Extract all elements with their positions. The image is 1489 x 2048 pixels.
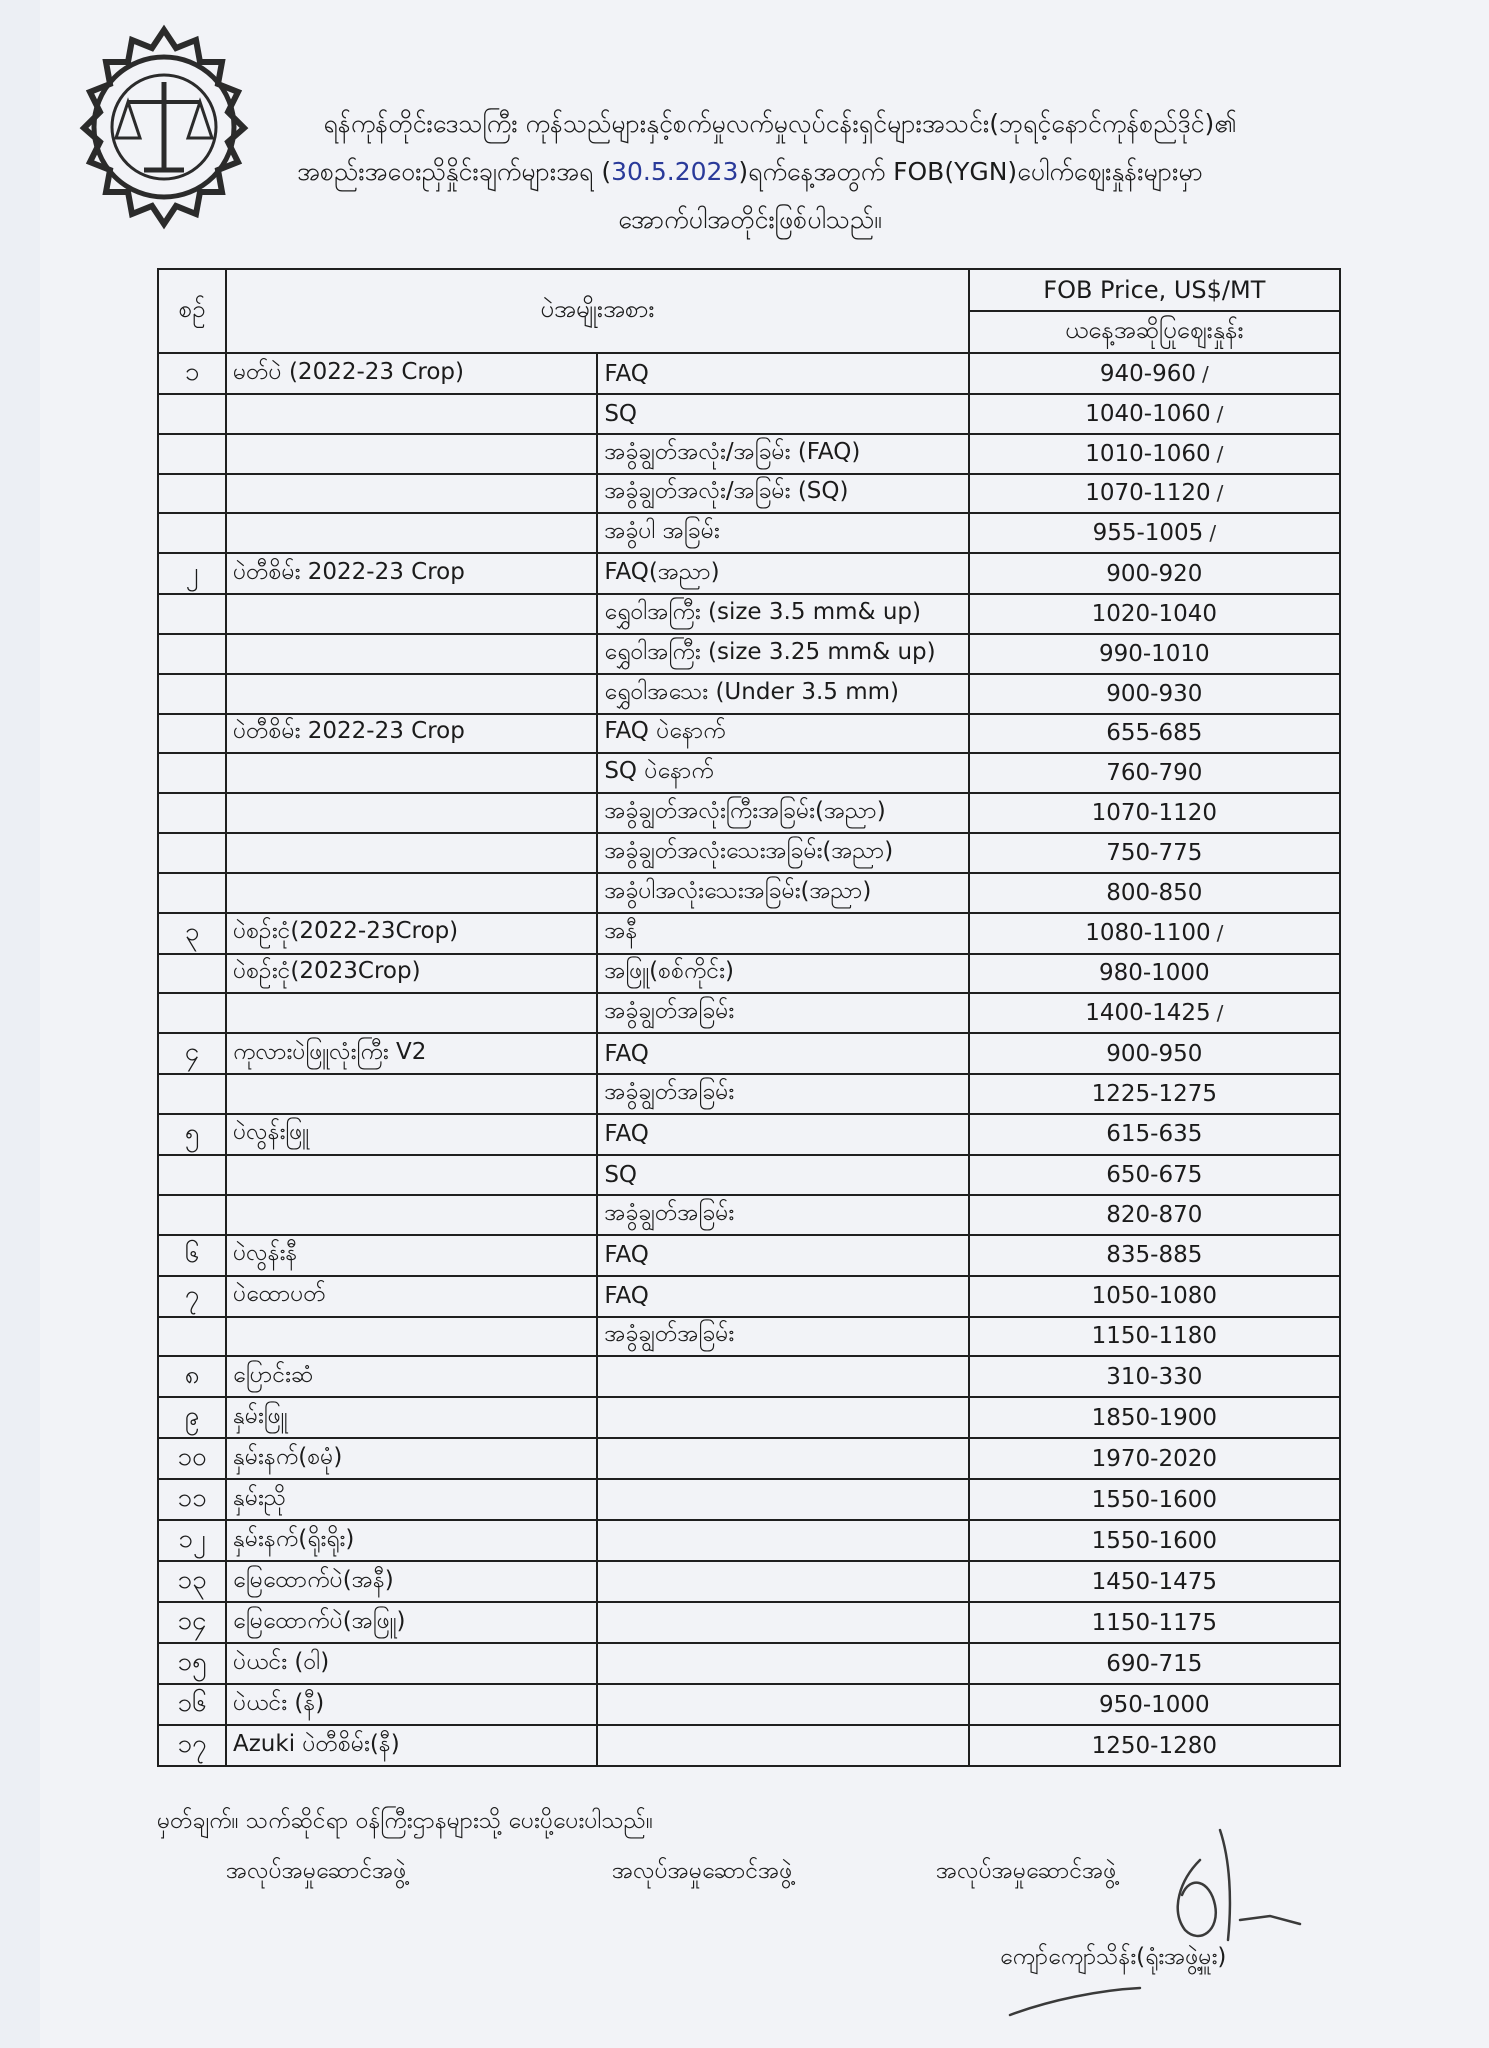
price-range-text: 1150-1180: [1091, 1323, 1218, 1350]
commodity-name: [226, 1520, 597, 1561]
commodity-name-text: ပဲတီစိမ်း 2022-23 Crop: [233, 718, 465, 745]
row-number: [158, 1155, 226, 1195]
table-row: [158, 1643, 1340, 1684]
signature-label-3: အလုပ်အမှုဆောင်အဖွဲ့: [936, 1858, 1117, 1884]
row-number-text: ၂: [185, 557, 199, 588]
table-row: [158, 1602, 1340, 1643]
commodity-name: [226, 714, 597, 754]
row-number: [158, 1397, 226, 1438]
price-range-text: 900-920: [1106, 560, 1203, 587]
grade-name-text: SQ: [604, 400, 638, 427]
check-mark-icon: /: [1216, 401, 1224, 426]
grade-name: [597, 714, 968, 754]
row-number: [158, 1317, 226, 1357]
commodity-name: [226, 833, 597, 873]
price-range: [969, 873, 1340, 913]
table-row: [158, 1397, 1340, 1438]
grade-name: [597, 1438, 968, 1479]
signer-name: ကျော်ကျော်သိန်း(ရုံးအဖွဲ့မှူး): [1000, 1944, 1227, 1970]
price-range-text: 1850-1900: [1091, 1404, 1218, 1431]
price-range: [969, 1561, 1340, 1602]
price-range-text: 650-675: [1106, 1161, 1203, 1188]
grade-name-text: အဖြူ(စစ်ကိုင်း): [604, 958, 734, 985]
grade-name-text: အခွံပါ အခြမ်း: [604, 518, 720, 545]
commodity-name: [226, 1602, 597, 1643]
grade-name-text: FAQ: [604, 1040, 649, 1067]
price-range-text: 950-1000: [1098, 1691, 1210, 1718]
price-range-text: 1020-1040: [1091, 601, 1218, 628]
row-number: [158, 1195, 226, 1235]
table-row: [158, 353, 1340, 394]
price-range: [969, 1033, 1340, 1074]
commodity-name: [226, 634, 597, 674]
table-row: [158, 474, 1340, 514]
table-row: [158, 1725, 1340, 1766]
commodity-name-text: မြေထောက်ပဲ(အနီ): [233, 1566, 394, 1593]
table-row: [158, 513, 1340, 553]
price-range-text: 1225-1275: [1091, 1081, 1218, 1108]
commodity-name: [226, 434, 597, 474]
commodity-name: [226, 353, 597, 394]
grade-name: [597, 394, 968, 434]
table-row: [158, 1684, 1340, 1725]
table-row: [158, 394, 1340, 434]
table-row: [158, 753, 1340, 793]
row-number-text: ၅: [184, 1117, 200, 1148]
price-range-text: 1080-1100: [1085, 920, 1211, 947]
price-range: [969, 1479, 1340, 1520]
commodity-name-text: Azuki ပဲတီစိမ်း(နီ): [233, 1730, 400, 1757]
commodity-name-text: ပြောင်းဆံ: [233, 1361, 314, 1388]
row-number: [158, 1684, 226, 1725]
grade-name: [597, 753, 968, 793]
check-mark-icon: /: [1216, 481, 1224, 506]
grade-name: [597, 1602, 968, 1643]
table-row: [158, 553, 1340, 594]
price-range-text: 1150-1175: [1091, 1609, 1218, 1636]
header-date: 30.5.2023: [611, 157, 739, 186]
price-range-text: 1400-1425: [1085, 1000, 1211, 1027]
row-number: [158, 1356, 226, 1397]
commodity-name: [226, 553, 597, 594]
price-range-text: 1450-1475: [1091, 1568, 1218, 1595]
grade-name: [597, 954, 968, 994]
table-row: [158, 594, 1340, 634]
column-header-item: ပဲအမျိုးအစား: [226, 269, 969, 353]
row-number-text: ၁၅: [177, 1647, 207, 1678]
price-range-text: 1070-1120: [1085, 480, 1211, 507]
row-number: [158, 1725, 226, 1766]
price-range-text: 1970-2020: [1091, 1445, 1218, 1472]
grade-name: [597, 434, 968, 474]
table-row: [158, 793, 1340, 833]
column-header-price: FOB Price, US$/MT: [969, 269, 1340, 311]
row-number: [158, 353, 226, 394]
commodity-name-text: ပဲတီစိမ်း 2022-23 Crop: [233, 558, 465, 585]
commodity-name: [226, 1276, 597, 1317]
commodity-name: [226, 674, 597, 714]
commodity-name: [226, 1356, 597, 1397]
price-range: [969, 474, 1340, 514]
table-row: [158, 1114, 1340, 1155]
price-range-text: 750-775: [1106, 839, 1203, 866]
commodity-name-text: ပဲထောပတ်: [233, 1281, 326, 1308]
table-row: [158, 714, 1340, 754]
price-range: [969, 753, 1340, 793]
price-range-text: 955-1005: [1092, 520, 1204, 547]
commodity-name: [226, 1235, 597, 1276]
row-number: [158, 1479, 226, 1520]
commodity-name-text: နှမ်းနက်(ရိုးရိုး): [233, 1525, 355, 1552]
row-number-text: ၁၄: [177, 1606, 207, 1637]
grade-name-text: အခွံချွတ်အလုံးကြီးအခြမ်း(အညာ): [604, 798, 886, 825]
table-row: [158, 833, 1340, 873]
price-range-text: 310-330: [1106, 1363, 1203, 1390]
price-range-text: 800-850: [1106, 879, 1203, 906]
price-range-text: 690-715: [1106, 1650, 1203, 1677]
price-range-text: 980-1000: [1098, 960, 1210, 987]
price-range-text: 760-790: [1106, 760, 1203, 787]
price-range-text: 615-635: [1106, 1121, 1203, 1148]
grade-name: [597, 793, 968, 833]
commodity-name-text: နှမ်းနက်(စမုံ): [233, 1443, 343, 1470]
footer-note: မှတ်ချက်။ သက်ဆိုင်ရာ ဝန်ကြီးဌာနများသို့ ပေးပို့ပေးပါသည်။: [157, 1808, 653, 1834]
table-row: [158, 1356, 1340, 1397]
handwritten-signature-icon: [970, 1820, 1340, 2030]
price-range: [969, 793, 1340, 833]
check-mark-icon: /: [1216, 921, 1224, 946]
row-number: [158, 1643, 226, 1684]
row-number: [158, 753, 226, 793]
price-range: [969, 1276, 1340, 1317]
row-number: [158, 793, 226, 833]
header-line-2-prefix: အစည်းအဝေးညှိနှိုင်းချက်များအရ (: [297, 157, 612, 186]
table-row: [158, 873, 1340, 913]
table-row: [158, 1276, 1340, 1317]
row-number: [158, 1438, 226, 1479]
commodity-name-text: မတ်ပဲ (2022-23 Crop): [233, 358, 464, 385]
commodity-name-text: ပဲစဉ်းငုံ(2023Crop): [233, 958, 421, 985]
commodity-name: [226, 913, 597, 954]
table-row: [158, 1317, 1340, 1357]
row-number: [158, 1033, 226, 1074]
grade-name: [597, 474, 968, 514]
row-number: [158, 993, 226, 1033]
commodity-name-text: ပဲလွန်းနီ: [233, 1240, 298, 1267]
price-range: [969, 394, 1340, 434]
grade-name-text: ရွှေဝါအကြီး (size 3.5 mm& up): [604, 599, 921, 626]
price-range: [969, 1725, 1340, 1766]
commodity-name: [226, 1725, 597, 1766]
table-row: [158, 1074, 1340, 1114]
table-row: [158, 674, 1340, 714]
commodity-name: [226, 394, 597, 434]
grade-name-text: အခွံပါအလုံးသေးအခြမ်း(အညာ): [604, 877, 872, 904]
grade-name: [597, 513, 968, 553]
grade-name: [597, 1155, 968, 1195]
grade-name-text: အခွံချွတ်အခြမ်း: [604, 998, 735, 1025]
grade-name-text: FAQ: [604, 1242, 649, 1269]
commodity-name: [226, 1479, 597, 1520]
price-range: [969, 634, 1340, 674]
commodity-name: [226, 594, 597, 634]
price-range: [969, 594, 1340, 634]
price-range-text: 900-930: [1106, 680, 1203, 707]
row-number: [158, 634, 226, 674]
table-row: [158, 1561, 1340, 1602]
row-number-text: ၁၁: [177, 1483, 207, 1514]
row-number: [158, 594, 226, 634]
row-number-text: ၃: [184, 916, 200, 947]
commodity-name: [226, 1561, 597, 1602]
grade-name: [597, 1397, 968, 1438]
commodity-name: [226, 993, 597, 1033]
grade-name: [597, 353, 968, 394]
check-mark-icon: /: [1216, 1001, 1224, 1026]
commodity-name: [226, 954, 597, 994]
price-range-text: 1050-1080: [1091, 1283, 1218, 1310]
price-range-text: 1070-1120: [1091, 800, 1218, 827]
row-number-text: ၁: [184, 357, 200, 387]
commodity-name: [226, 1643, 597, 1684]
price-range-text: 1250-1280: [1091, 1732, 1218, 1759]
table-row: [158, 954, 1340, 994]
commodity-name: [226, 753, 597, 793]
price-range: [969, 1155, 1340, 1195]
price-range: [969, 434, 1340, 474]
header-line-1: ရန်ကုန်တိုင်းဒေသကြီး ကုန်သည်များနှင့်စက်မှုလက်မှုလုပ်ငန်းရှင်များအသင်း(ဘုရင့်နောင်ကုန်စည်ဒိုင်)၏: [323, 109, 1237, 138]
grade-name: [597, 1317, 968, 1357]
commodity-name-text: မြေထောက်ပဲ(အဖြူ): [233, 1607, 406, 1634]
row-number-text: ၄: [184, 1037, 200, 1068]
table-row: [158, 1155, 1340, 1195]
check-mark-icon: /: [1209, 521, 1217, 546]
price-range: [969, 993, 1340, 1033]
commodity-name: [226, 474, 597, 514]
price-range: [969, 353, 1340, 394]
price-range: [969, 513, 1340, 553]
row-number: [158, 1561, 226, 1602]
grade-name-text: FAQ ပဲနောက်: [604, 718, 726, 745]
row-number-text: ၉: [184, 1401, 200, 1432]
row-number-text: ၁၆: [177, 1688, 207, 1719]
commodity-name: [226, 1155, 597, 1195]
price-range: [969, 954, 1340, 994]
table-row: [158, 1033, 1340, 1074]
price-range: [969, 1074, 1340, 1114]
table-row: [158, 1195, 1340, 1235]
grade-name-text: အခွံချွတ်အလုံး/အခြမ်း (FAQ): [604, 438, 861, 465]
price-range: [969, 1235, 1340, 1276]
grade-name: [597, 1276, 968, 1317]
row-number-text: ၁၀: [177, 1442, 207, 1473]
table-row: [158, 993, 1340, 1033]
row-number: [158, 1074, 226, 1114]
grade-name-text: FAQ(အညာ): [604, 558, 720, 585]
row-number-text: ၆: [184, 1238, 200, 1269]
price-range: [969, 1684, 1340, 1725]
commodity-name: [226, 1317, 597, 1357]
table-row: [158, 1520, 1340, 1561]
grade-name-text: အခွံချွတ်အလုံး/အခြမ်း (SQ): [604, 478, 849, 505]
commodity-name: [226, 513, 597, 553]
document-header: [120, 100, 1380, 244]
price-range-text: 900-950: [1106, 1040, 1203, 1067]
grade-name-text: FAQ: [604, 360, 649, 387]
commodity-name-text: ပဲစဉ်းငုံ(2022-23Crop): [233, 918, 459, 945]
row-number-text: ၁၂: [178, 1524, 206, 1555]
signature-label-2: အလုပ်အမှုဆောင်အဖွဲ့: [612, 1858, 793, 1884]
price-range: [969, 1438, 1340, 1479]
commodity-name: [226, 1114, 597, 1155]
commodity-name: [226, 1033, 597, 1074]
table-row: [158, 434, 1340, 474]
header-line-2: [120, 148, 1380, 196]
grade-name: [597, 594, 968, 634]
row-number: [158, 674, 226, 714]
row-number: [158, 1276, 226, 1317]
row-number-text: ၇: [184, 1279, 200, 1310]
table-row: [158, 634, 1340, 674]
row-number: [158, 1520, 226, 1561]
price-range-text: 1550-1600: [1091, 1486, 1218, 1513]
grade-name-text: အခွံချွတ်အလုံးသေးအခြမ်း(အညာ): [604, 837, 894, 864]
grade-name: [597, 1643, 968, 1684]
commodity-name: [226, 873, 597, 913]
price-range: [969, 833, 1340, 873]
grade-name: [597, 1195, 968, 1235]
commodity-name: [226, 1195, 597, 1235]
table-row: [158, 1479, 1340, 1520]
grade-name: [597, 634, 968, 674]
price-range-text: 835-885: [1106, 1242, 1203, 1269]
row-number-text: ၁၃: [177, 1565, 207, 1596]
grade-name: [597, 1033, 968, 1074]
grade-name: [597, 833, 968, 873]
grade-name: [597, 913, 968, 954]
column-header-no: စဉ်: [158, 269, 226, 353]
check-mark-icon: /: [1216, 441, 1224, 466]
signature-label-1: အလုပ်အမှုဆောင်အဖွဲ့: [226, 1858, 407, 1884]
row-number: [158, 513, 226, 553]
price-range: [969, 1317, 1340, 1357]
row-number-text: ၁၇: [177, 1729, 207, 1760]
commodity-name: [226, 793, 597, 833]
price-table: [157, 268, 1341, 1767]
price-range-text: 1040-1060: [1085, 400, 1211, 427]
grade-name-text: ရွှေဝါအသေး (Under 3.5 mm): [604, 678, 900, 705]
grade-name-text: အခွံချွတ်အခြမ်း: [604, 1199, 735, 1226]
grade-name-text: FAQ: [604, 1121, 649, 1148]
grade-name: [597, 1235, 968, 1276]
row-number: [158, 954, 226, 994]
commodity-name-text: နှမ်းဖြူ: [233, 1402, 288, 1429]
price-range: [969, 1397, 1340, 1438]
table-row: [158, 1438, 1340, 1479]
grade-name: [597, 1074, 968, 1114]
commodity-name-text: ပဲယင်း (နီ): [233, 1689, 325, 1716]
grade-name: [597, 993, 968, 1033]
row-number: [158, 714, 226, 754]
price-range: [969, 1114, 1340, 1155]
header-line-2-suffix: )ရက်နေ့အတွက် FOB(YGN)ပေါက်ဈေးနှုန်းများမှာ: [738, 157, 1203, 186]
column-header-price-sub: ယနေ့အဆိုပြုဈေးနှုန်း: [969, 311, 1340, 353]
commodity-name-text: ကုလားပဲဖြူလုံးကြီး V2: [233, 1038, 427, 1065]
row-number: [158, 434, 226, 474]
grade-name: [597, 1520, 968, 1561]
row-number-text: ၈: [184, 1360, 200, 1391]
commodity-name-text: ပဲယင်း (ဝါ): [233, 1648, 330, 1675]
grade-name: [597, 1725, 968, 1766]
price-range: [969, 1356, 1340, 1397]
price-range-text: 820-870: [1106, 1201, 1203, 1228]
grade-name: [597, 873, 968, 913]
row-number: [158, 833, 226, 873]
price-range: [969, 714, 1340, 754]
table-row: [158, 913, 1340, 954]
grade-name: [597, 553, 968, 594]
commodity-name-text: ပဲလွန်းဖြူ: [233, 1119, 310, 1146]
price-range-text: 655-685: [1106, 720, 1203, 747]
row-number: [158, 873, 226, 913]
grade-name: [597, 1479, 968, 1520]
row-number: [158, 553, 226, 594]
header-line-3: အောက်ပါအတိုင်းဖြစ်ပါသည်။: [618, 205, 882, 234]
price-range-text: 940-960: [1099, 360, 1196, 387]
row-number: [158, 1602, 226, 1643]
price-range: [969, 1643, 1340, 1684]
price-range-text: 990-1010: [1098, 640, 1210, 667]
price-table-body: [158, 353, 1340, 1766]
commodity-name: [226, 1684, 597, 1725]
commodity-name: [226, 1438, 597, 1479]
price-range: [969, 553, 1340, 594]
grade-name: [597, 1561, 968, 1602]
grade-name-text: SQ ပဲနောက်: [604, 758, 714, 785]
grade-name-text: အနီ: [604, 918, 638, 945]
row-number: [158, 474, 226, 514]
row-number: [158, 1114, 226, 1155]
grade-name-text: FAQ: [604, 1283, 649, 1310]
grade-name: [597, 1114, 968, 1155]
grade-name: [597, 674, 968, 714]
price-range-text: 1550-1600: [1091, 1527, 1218, 1554]
price-range: [969, 674, 1340, 714]
price-range: [969, 1195, 1340, 1235]
check-mark-icon: /: [1202, 361, 1209, 386]
grade-name: [597, 1356, 968, 1397]
commodity-name: [226, 1074, 597, 1114]
grade-name-text: အခွံချွတ်အခြမ်း: [604, 1321, 735, 1348]
price-range: [969, 1602, 1340, 1643]
price-range-text: 1010-1060: [1085, 440, 1211, 467]
row-number: [158, 1235, 226, 1276]
price-range: [969, 913, 1340, 954]
price-range: [969, 1520, 1340, 1561]
row-number: [158, 913, 226, 954]
table-row: [158, 1235, 1340, 1276]
row-number: [158, 394, 226, 434]
grade-name-text: ရွှေဝါအကြီး (size 3.25 mm& up): [604, 638, 936, 665]
commodity-name-text: နှမ်းညို: [233, 1484, 287, 1511]
grade-name: [597, 1684, 968, 1725]
grade-name-text: SQ: [604, 1161, 638, 1188]
commodity-name: [226, 1397, 597, 1438]
grade-name-text: အခွံချွတ်အခြမ်း: [604, 1079, 735, 1106]
